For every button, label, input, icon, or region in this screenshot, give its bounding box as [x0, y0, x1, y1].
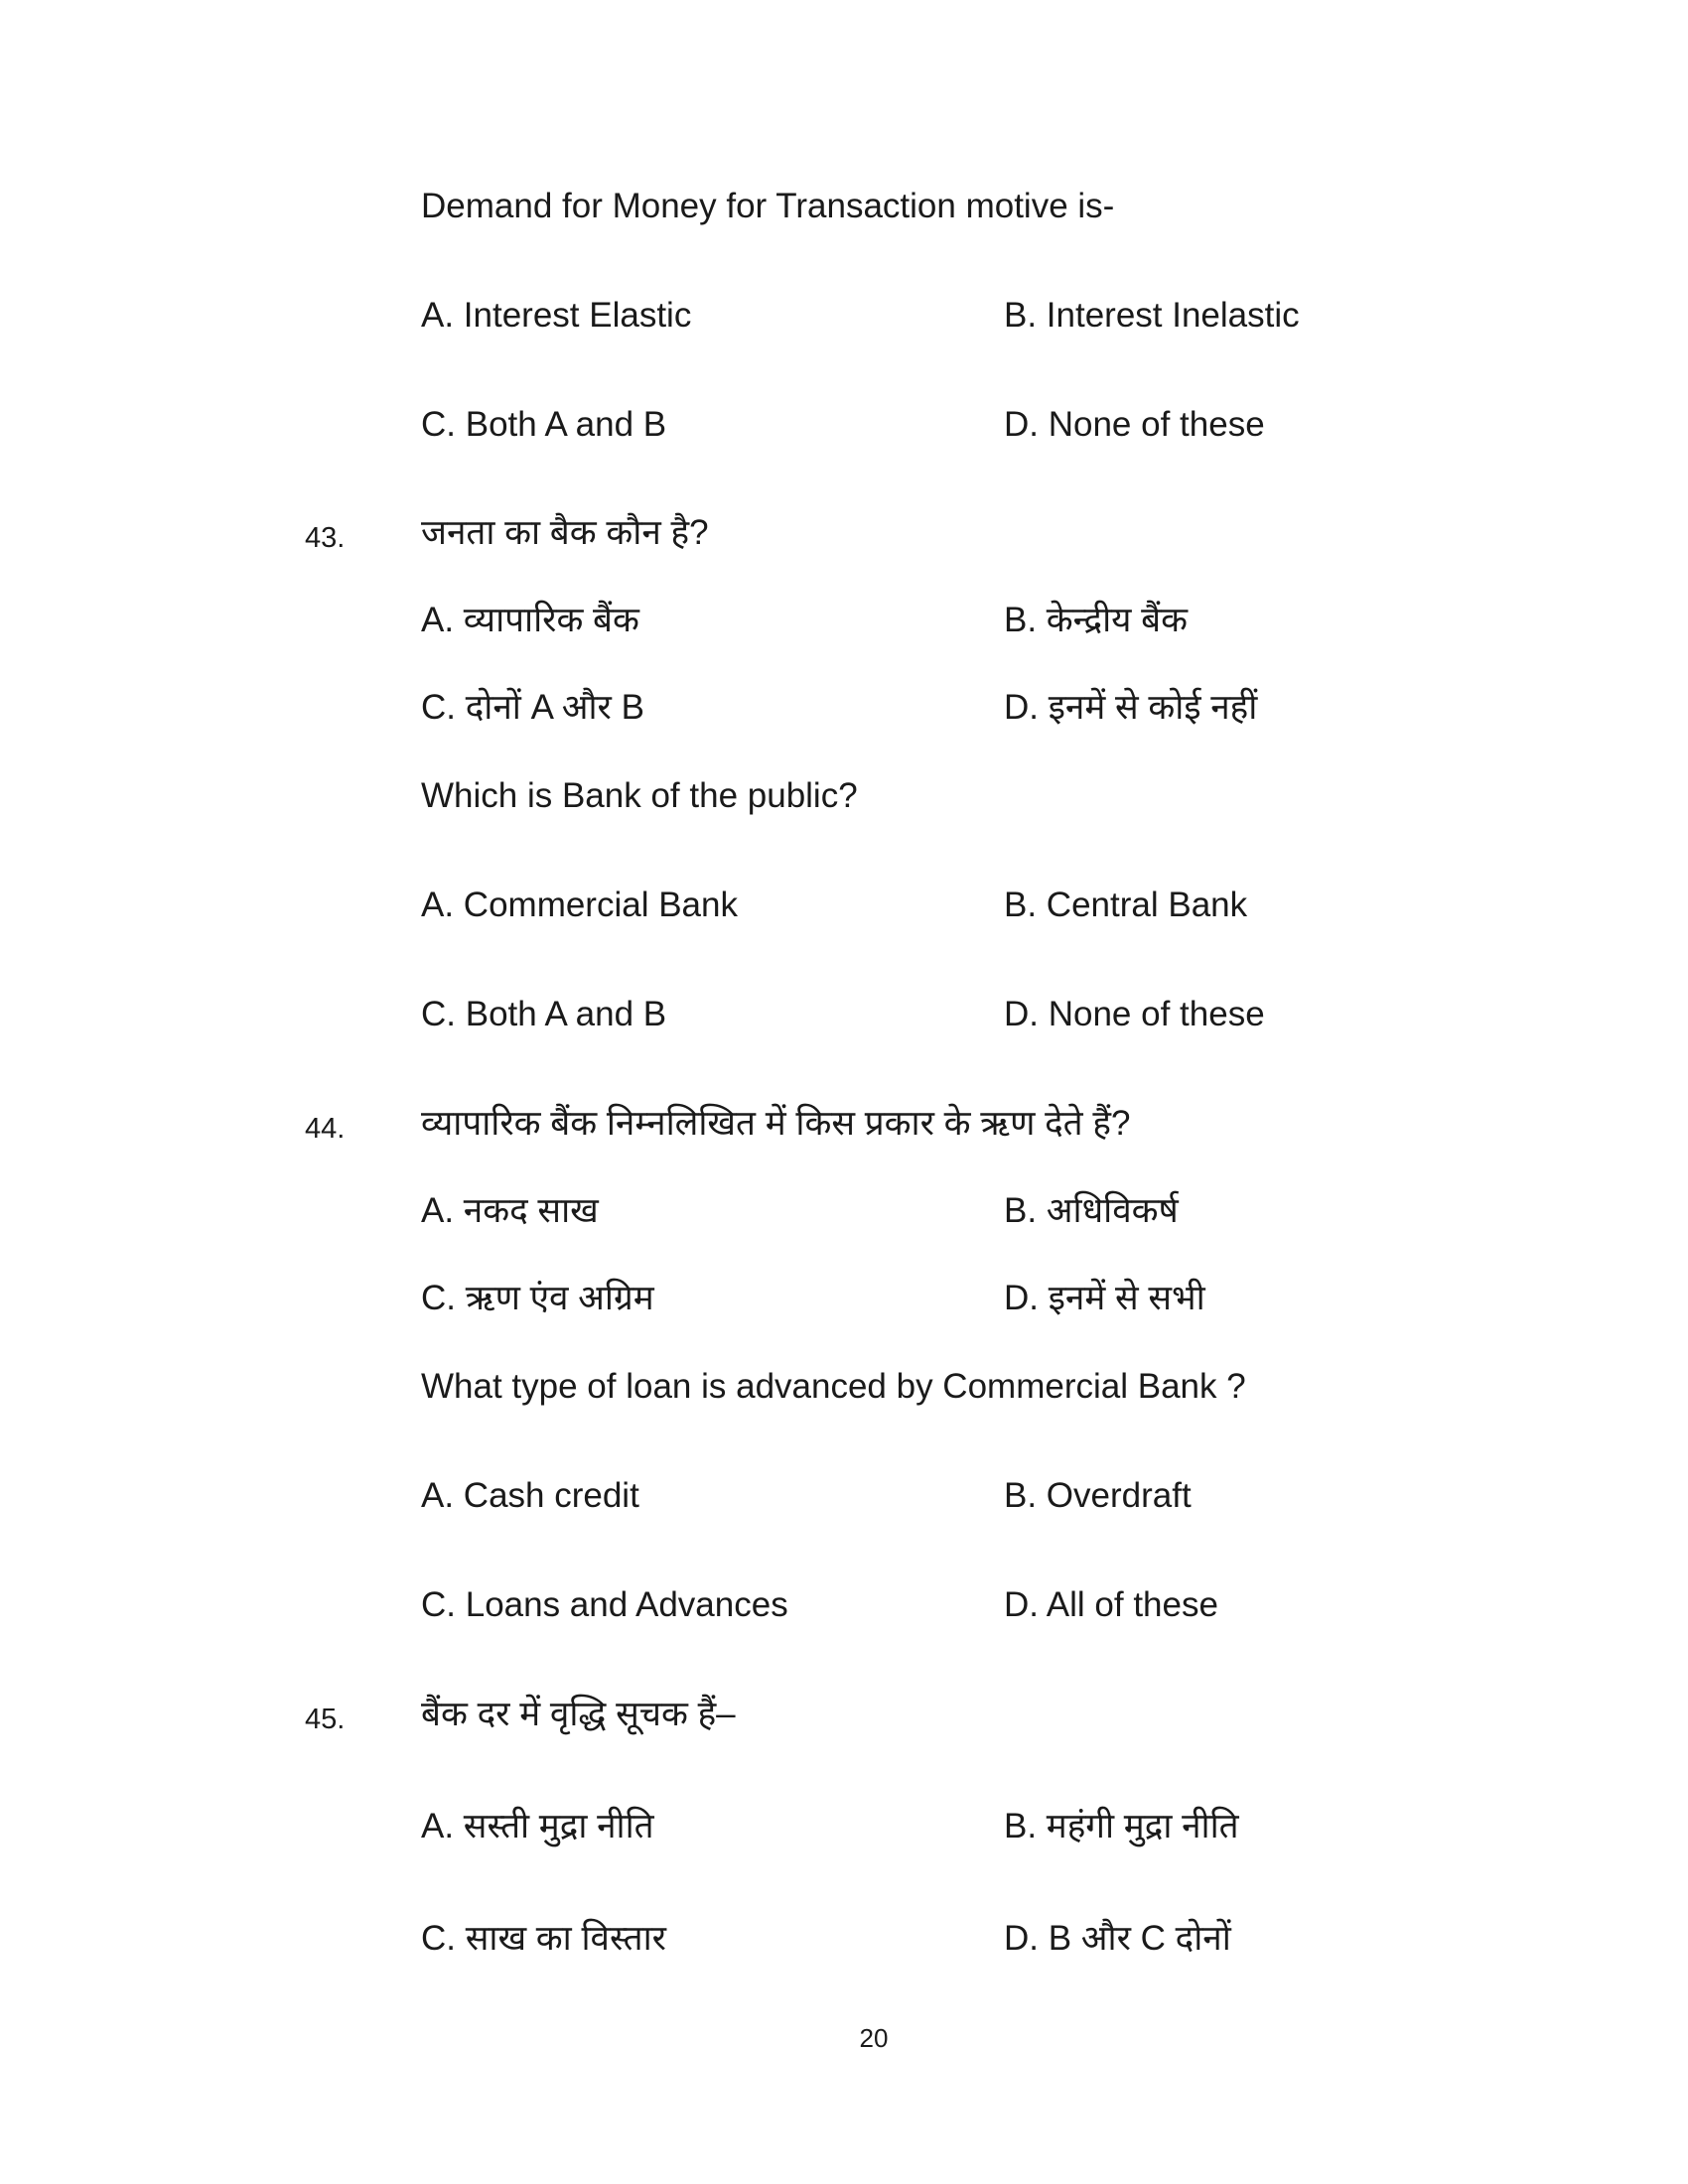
- question-44-number: 44.: [305, 1113, 346, 1145]
- question-43-hindi-option-d: D. इनमें से कोई नहीं: [1004, 688, 1258, 727]
- question-42-option-d: D. None of these: [1004, 405, 1265, 444]
- question-42-option-b: B. Interest Inelastic: [1004, 296, 1300, 335]
- question-43-hindi-option-b: B. केन्द्रीय बैंक: [1004, 601, 1189, 639]
- question-44-option-d: D. All of these: [1004, 1585, 1218, 1624]
- question-43-option-a: A. Commercial Bank: [421, 886, 738, 924]
- question-43-option-c: C. Both A and B: [421, 995, 667, 1033]
- question-44-english-stem: What type of loan is advanced by Commercial Bank ?: [421, 1367, 1246, 1406]
- question-44-option-b: B. Overdraft: [1004, 1476, 1192, 1515]
- question-43-number: 43.: [305, 522, 346, 554]
- question-45-hindi-stem: बैंक दर में वृद्धि सूचक हैं–: [421, 1695, 736, 1733]
- question-44-option-a: A. Cash credit: [421, 1476, 639, 1515]
- question-42-option-a: A. Interest Elastic: [421, 296, 692, 335]
- question-43-hindi-option-a: A. व्यापारिक बैंक: [421, 601, 639, 639]
- question-43-option-b: B. Central Bank: [1004, 886, 1248, 924]
- question-45-hindi-option-d: D. B और C दोनों: [1004, 1919, 1231, 1958]
- question-43-english-stem: Which is Bank of the public?: [421, 776, 858, 815]
- question-45-hindi-option-c: C. साख का विस्तार: [421, 1919, 666, 1958]
- question-43-option-d: D. None of these: [1004, 995, 1265, 1033]
- question-43-hindi-stem: जनता का बैक कौन है?: [421, 513, 709, 552]
- question-44-hindi-option-a: A. नकद साख: [421, 1191, 599, 1230]
- question-45-hindi-option-a: A. सस्ती मुद्रा नीति: [421, 1807, 654, 1845]
- question-45-number: 45.: [305, 1704, 346, 1735]
- question-42-english-stem: Demand for Money for Transaction motive is-: [421, 187, 1115, 225]
- question-45-hindi-option-b: B. महंगी मुद्रा नीति: [1004, 1807, 1239, 1845]
- question-42-option-c: C. Both A and B: [421, 405, 667, 444]
- question-44-hindi-option-d: D. इनमें से सभी: [1004, 1279, 1205, 1317]
- question-44-option-c: C. Loans and Advances: [421, 1585, 788, 1624]
- question-44-hindi-option-c: C. ऋण एंव अग्रिम: [421, 1279, 654, 1317]
- question-43-hindi-option-c: C. दोनों A और B: [421, 688, 644, 727]
- question-44-hindi-stem: व्यापारिक बैंक निम्नलिखित में किस प्रकार के ऋण देते हैं?: [421, 1104, 1131, 1143]
- question-44-hindi-option-b: B. अधिविकर्ष: [1004, 1191, 1179, 1230]
- page-number: 20: [859, 2023, 889, 2053]
